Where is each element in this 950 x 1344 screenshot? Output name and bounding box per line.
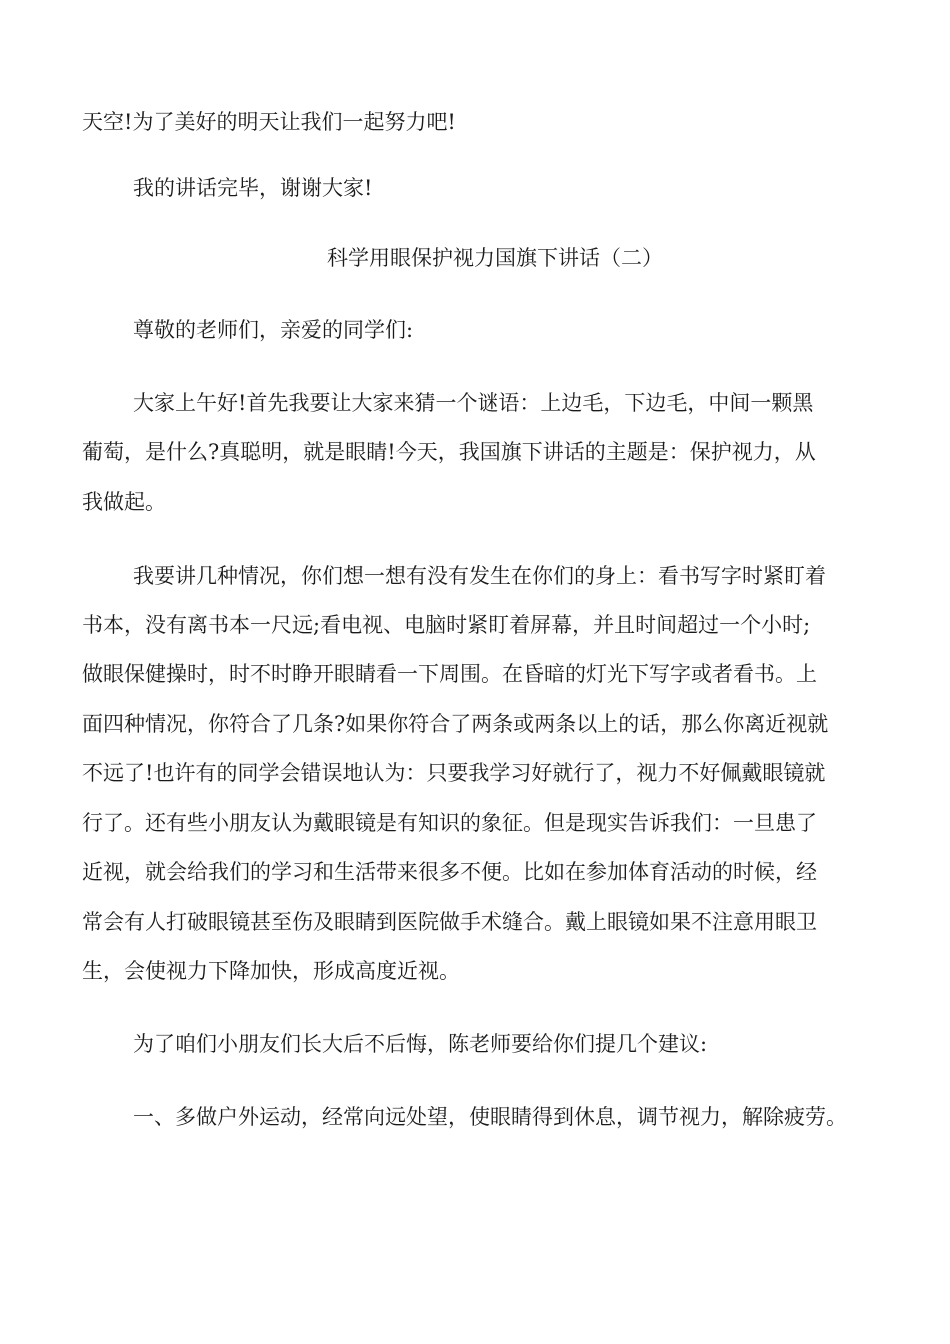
para2-line-9: 生，会使视力下降加快，形成高度近视。 — [82, 959, 460, 983]
salutation: 尊敬的老师们，亲爱的同学们: — [133, 318, 414, 342]
para3-line: 为了咱们小朋友们长大后不后悔，陈老师要给你们提几个建议: — [133, 1032, 708, 1056]
para2-line-5: 不远了!也许有的同学会错误地认为：只要我学习好就行了，视力不好佩戴眼镜就 — [82, 761, 826, 785]
para1-line-3: 我做起。 — [82, 490, 166, 514]
para2-line-1: 我要讲几种情况，你们想一想有没有发生在你们的身上：看书写字时紧盯着 — [133, 564, 826, 588]
continuation-line: 天空!为了美好的明天让我们一起努力吧! — [82, 110, 456, 134]
speech-title: 科学用眼保护视力国旗下讲话（二） — [327, 246, 663, 270]
para2-line-7: 近视，就会给我们的学习和生活带来很多不便。比如在参加体育活动的时候，经 — [82, 860, 817, 884]
para2-line-4: 面四种情况，你符合了几条?如果你符合了两条或两条以上的话，那么你离近视就 — [82, 712, 829, 736]
para1-line-1: 大家上午好!首先我要让大家来猜一个谜语：上边毛，下边毛，中间一颗黑 — [133, 391, 814, 415]
para4-line: 一、多做户外运动，经常向远处望，使眼睛得到休息，调节视力，解除疲劳。 — [133, 1105, 847, 1129]
para2-line-8: 常会有人打破眼镜甚至伤及眼睛到医院做手术缝合。戴上眼镜如果不注意用眼卫 — [82, 910, 817, 934]
para2-line-2: 书本，没有离书本一尺远;看电视、电脑时紧盯着屏幕，并且时间超过一个小时; — [82, 613, 811, 637]
closing-line: 我的讲话完毕，谢谢大家! — [133, 176, 373, 200]
para2-line-6: 行了。还有些小朋友认为戴眼镜是有知识的象征。但是现实告诉我们：一旦患了 — [82, 811, 817, 835]
para2-line-3: 做眼保健操时，时不时睁开眼睛看一下周围。在昏暗的灯光下写字或者看书。上 — [82, 662, 817, 686]
para1-line-2: 葡萄，是什么?真聪明，就是眼睛!今天，我国旗下讲话的主题是：保护视力，从 — [82, 440, 816, 464]
